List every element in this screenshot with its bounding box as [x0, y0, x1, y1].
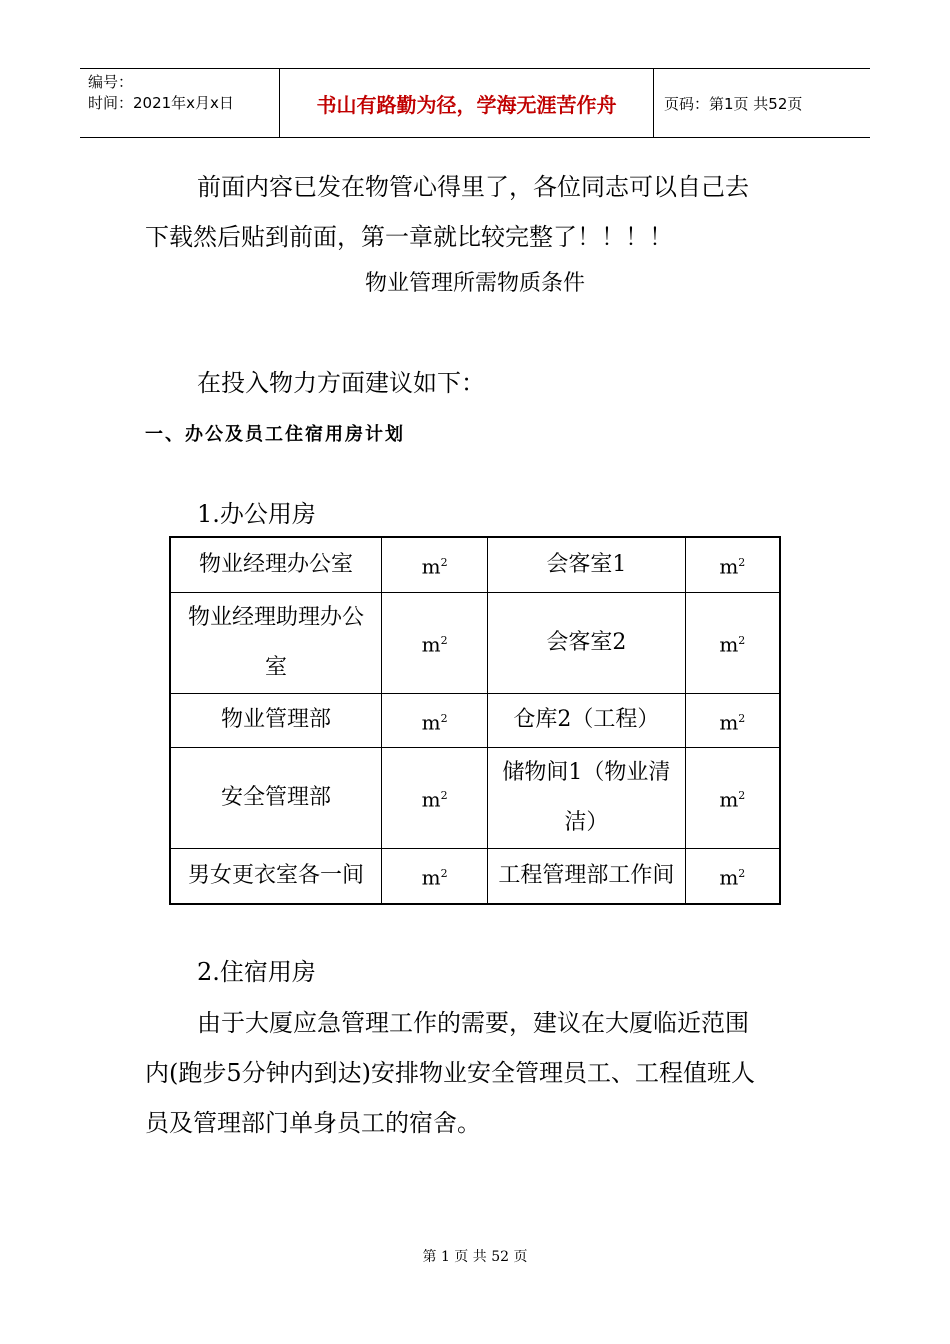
header-page-info: 页码：第1页 共52页: [664, 94, 803, 113]
intro-line-1: 前面内容已发在物管心得里了，各位同志可以自己去: [197, 173, 749, 201]
area-unit: $m^2$: [381, 693, 487, 748]
area-unit: $m^2$: [381, 748, 487, 849]
document-time-label: 时间：2021年x月x日: [88, 94, 234, 112]
page-title: 物业管理所需物质条件: [364, 271, 585, 296]
table-row: [170, 693, 780, 748]
table-row: [170, 537, 780, 592]
proposal-text: 在投入物力方面建议如下：: [197, 369, 485, 397]
office-rooms-table: [169, 536, 781, 905]
area-unit: $m^2$: [381, 849, 487, 904]
room-name: 男女更衣室各一间: [170, 849, 381, 904]
table-row: [170, 849, 780, 904]
area-unit: $m^2$: [381, 537, 487, 592]
dormitory-line-2: 内(跑步5分钟内到达)安排物业安全管理员工、工程值班人: [145, 1059, 755, 1087]
room-name: 仓库2（工程）: [488, 693, 685, 748]
dormitory-line-1: 由于大厦应急管理工作的需要，建议在大厦临近范围: [197, 1009, 749, 1037]
area-unit: $m^2$: [381, 592, 487, 693]
section-heading: 一、办公及员工住宿用房计划: [145, 424, 405, 445]
header-motto: 书山有路勤为径，学海无涯苦作舟: [280, 69, 654, 137]
table-row: [170, 748, 780, 849]
room-name: 物业经理办公室: [170, 537, 381, 592]
area-unit: $m^2$: [685, 592, 780, 693]
room-name: 工程管理部工作间: [488, 849, 685, 904]
room-name: 物业管理部: [170, 693, 381, 748]
page-footer: 第 1 页 共 52 页: [422, 1249, 528, 1265]
area-unit: $m^2$: [685, 693, 780, 748]
intro-line-2: 下载然后贴到前面，第一章就比较完整了！！！！: [145, 223, 673, 251]
room-name: 会客室1: [488, 537, 685, 592]
dormitory-line-3: 员及管理部门单身员工的宿舍。: [145, 1109, 481, 1137]
area-unit: $m^2$: [685, 748, 780, 849]
table-row: [170, 592, 780, 693]
room-name: 安全管理部: [170, 748, 381, 849]
document-number-label: 编号：: [88, 73, 134, 91]
room-name: 物业经理助理办公室: [170, 592, 381, 693]
room-name: 会客室2: [488, 592, 685, 693]
area-unit: $m^2$: [685, 537, 780, 592]
page-header: [80, 68, 870, 138]
room-name: 储物间1（物业清洁）: [488, 748, 685, 849]
area-unit: $m^2$: [685, 849, 780, 904]
header-meta: [80, 69, 280, 137]
subheading-dormitory: 2.住宿用房: [197, 958, 316, 986]
subheading-office: 1.办公用房: [197, 500, 316, 528]
